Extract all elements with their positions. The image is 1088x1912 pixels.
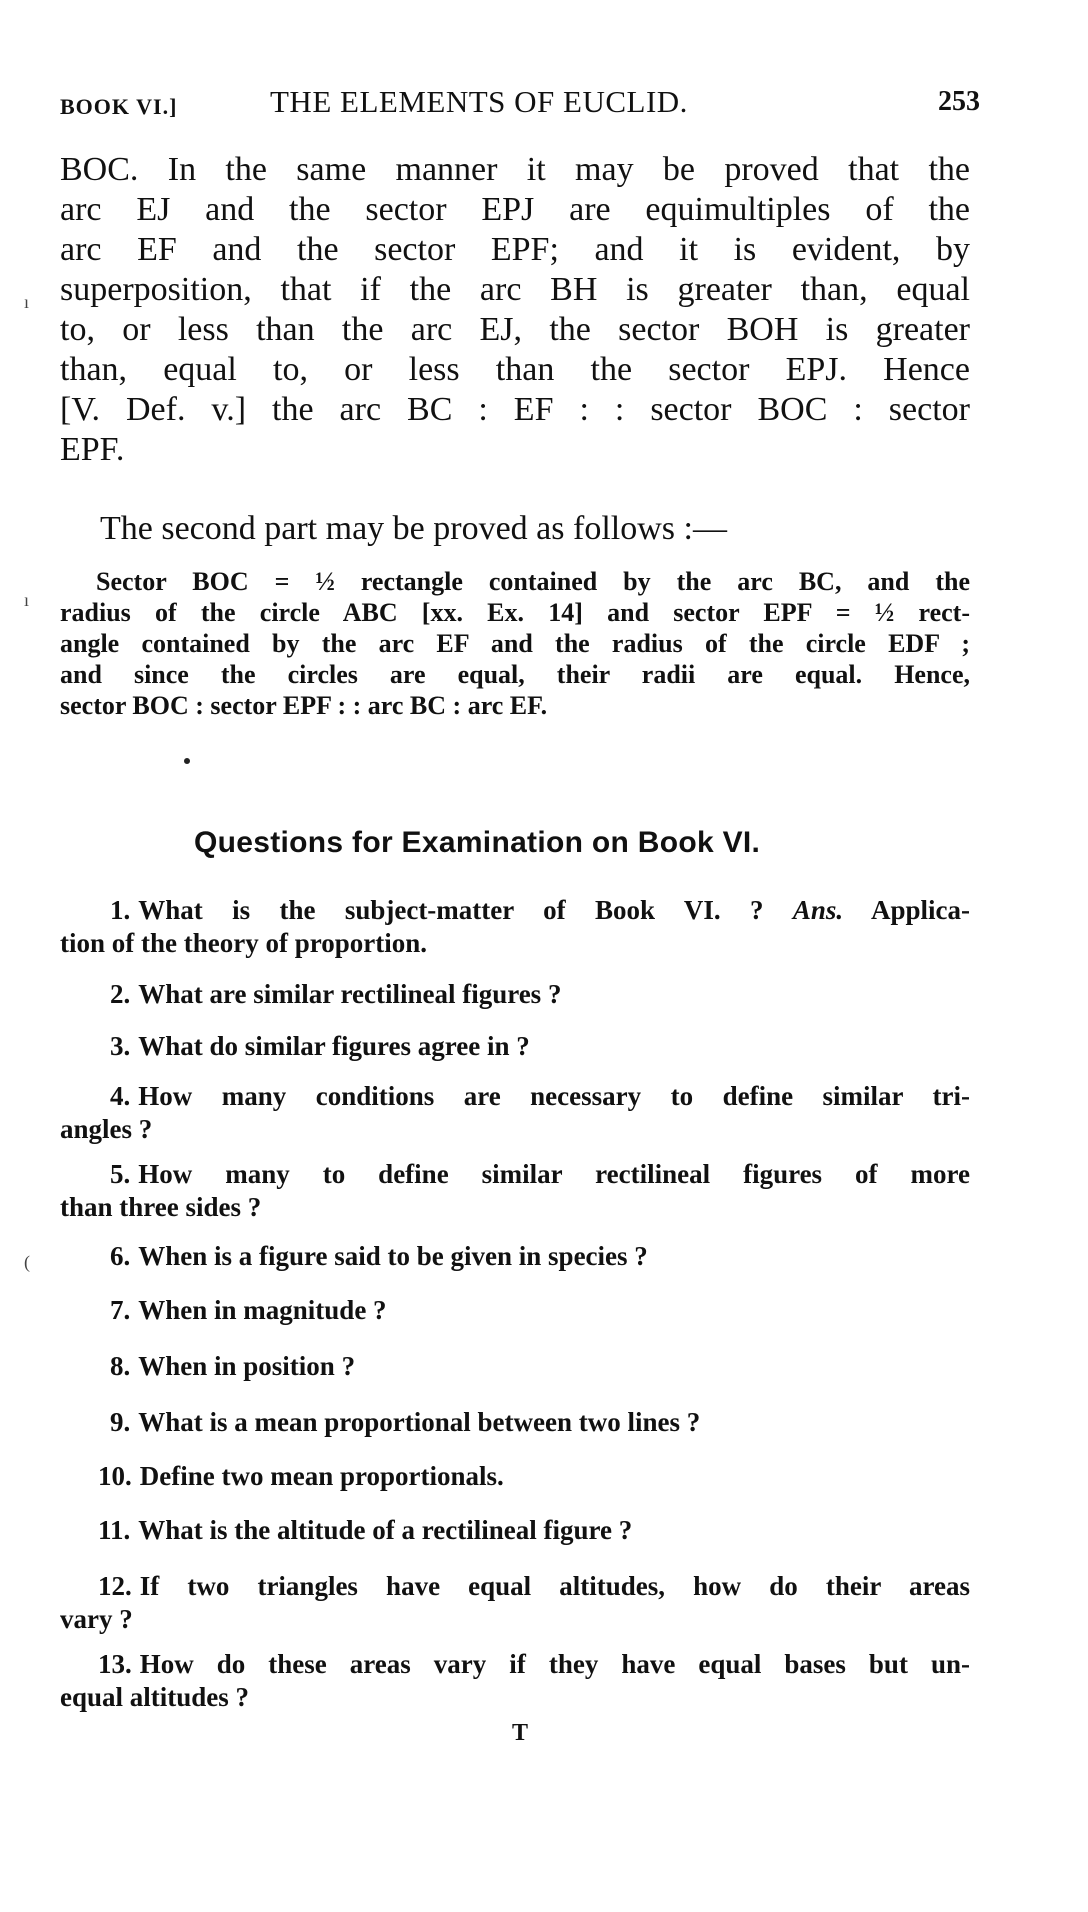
question-line: 6. When is a figure said to be given in species ? [110, 1241, 648, 1271]
question-line: 7. When in magnitude ? [110, 1295, 387, 1325]
main-paragraph-line: superposition, that if the arc BH is greater than, equal [60, 271, 970, 308]
running-head [60, 84, 980, 124]
proof-paragraph [60, 566, 970, 721]
question-item [60, 1406, 970, 1439]
main-paragraph-line: arc EJ and the sector EPJ are equimultiples of the [60, 191, 970, 228]
question-line: 3. What do similar figures agree in ? [110, 1031, 530, 1061]
question-line: 13. How do these areas vary if they have equal bases but un- [98, 1649, 970, 1679]
question-item [60, 894, 970, 960]
second-part-line: The second part may be proved as follows :— [100, 510, 727, 547]
proof-line: radius of the circle ABC [xx. Ex. 14] and sector EPF = ½ rect- [60, 598, 970, 627]
question-line: than three sides ? [60, 1192, 262, 1222]
question-line: 9. What is a mean proportional between two lines ? [110, 1407, 701, 1437]
main-paragraph-line: arc EF and the sector EPF; and it is evident, by [60, 231, 970, 268]
main-paragraph [60, 150, 970, 470]
proof-line: and since the circles are equal, their radii are equal. Hence, [60, 660, 970, 689]
running-head-title: THE ELEMENTS OF EUCLID. [270, 84, 688, 119]
question-line: 12. If two triangles have equal altitudes, how do their areas [98, 1571, 970, 1601]
margin-speck: ı [24, 590, 30, 610]
proof-line: angle contained by the arc EF and the radius of the circle EDF ; [60, 629, 970, 658]
margin-speck: ( [24, 1252, 30, 1272]
running-head-book: BOOK VI.] [60, 94, 178, 119]
question-line: 1. What is the subject-matter of Book VI. ? Ans. Applica- [110, 895, 971, 925]
main-paragraph-line: EPF. [60, 431, 125, 468]
question-line: angles ? [60, 1114, 153, 1144]
question-item [60, 1240, 970, 1273]
question-item [60, 1158, 970, 1224]
question-line: 8. When in position ? [110, 1351, 356, 1381]
question-item [60, 1460, 970, 1493]
question-item [60, 1080, 970, 1146]
stray-dot-mark [184, 758, 190, 764]
question-line: 5. How many to define similar rectilineal figures of more [110, 1159, 970, 1189]
question-line: equal altitudes ? [60, 1682, 250, 1712]
question-item [60, 1350, 970, 1383]
questions-heading: Questions for Examination on Book VI. [194, 826, 761, 859]
question-line: 11. What is the altitude of a rectilineal figure ? [98, 1515, 633, 1545]
question-item [60, 1030, 970, 1063]
question-line: tion of the theory of proportion. [60, 928, 427, 958]
proof-line: sector BOC : sector EPF : : arc BC : arc EF. [60, 691, 548, 720]
question-item [60, 1570, 970, 1636]
page-number: 253 [938, 86, 980, 117]
question-item [60, 978, 970, 1011]
question-line: 2. What are similar rectilineal figures ? [110, 979, 562, 1009]
main-paragraph-line: to, or less than the arc EJ, the sector BOH is greater [60, 311, 970, 348]
question-line: 4. How many conditions are necessary to define similar tri- [110, 1081, 970, 1111]
main-paragraph-line: than, equal to, or less than the sector EPJ. Hence [60, 351, 970, 388]
question-line: 10. Define two mean proportionals. [98, 1461, 504, 1491]
question-item [60, 1648, 970, 1714]
proof-line: Sector BOC = ½ rectangle contained by the arc BC, and the [96, 567, 970, 596]
question-item [60, 1294, 970, 1327]
margin-speck: ı [24, 292, 30, 312]
question-line: vary ? [60, 1604, 133, 1634]
main-paragraph-line: BOC. In the same manner it may be proved that the [60, 151, 970, 188]
question-item [60, 1514, 970, 1547]
main-paragraph-line: [V. Def. v.] the arc BC : EF : : sector BOC : sector [60, 391, 970, 428]
signature-mark: T [512, 1720, 529, 1746]
